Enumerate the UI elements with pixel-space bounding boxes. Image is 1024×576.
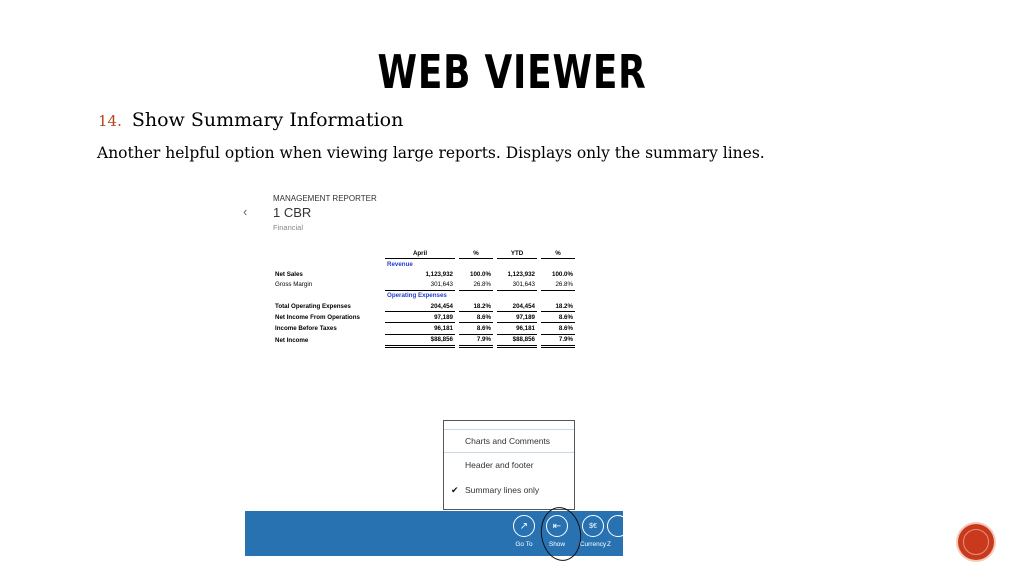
cell: 26.8% [541, 280, 575, 291]
slide-nav-button[interactable] [958, 524, 994, 560]
column-header: % [541, 248, 575, 259]
cell: 1,123,932 [425, 270, 453, 278]
table-row [273, 323, 575, 334]
menu-item-label: Header and footer [465, 460, 534, 470]
table-header-row [273, 248, 575, 259]
cell: 8.6% [541, 312, 575, 323]
zoom-icon [607, 515, 623, 537]
table-row [273, 301, 575, 312]
zoom-button[interactable] [607, 515, 623, 548]
step-text: Show Summary Information [131, 109, 404, 131]
show-dropdown-menu [443, 420, 575, 510]
report-app-name: MANAGEMENT REPORTER [273, 194, 377, 203]
table-row [273, 312, 575, 323]
section-row [273, 290, 575, 301]
checkmark-icon: ✔ [451, 485, 459, 495]
cell: 8.6% [459, 323, 493, 334]
cell: 204,454 [385, 301, 455, 312]
cell: $88,856 [385, 334, 455, 346]
row-label: Net Income From Operations [275, 313, 360, 321]
cell: 100.0% [470, 270, 491, 278]
cell: 8.6% [459, 312, 493, 323]
report-screenshot [243, 188, 583, 348]
cell: 97,189 [385, 312, 455, 323]
table-row [273, 280, 575, 291]
cell: 301,643 [385, 280, 455, 291]
cell: 97,189 [497, 312, 537, 323]
cell: 8.6% [541, 323, 575, 334]
table-row [273, 269, 575, 279]
nav-badge-ring [963, 529, 989, 555]
cell: 7.9% [541, 334, 575, 346]
show-panel-icon: ⇤ [546, 515, 568, 537]
menu-item-header-and-footer[interactable] [444, 454, 574, 476]
menu-item-label: Charts and Comments [465, 436, 551, 446]
section-row [273, 259, 575, 270]
button-label: Z [607, 541, 611, 548]
cell: 204,454 [497, 301, 537, 312]
section-label-revenue: Revenue [387, 260, 413, 268]
cell: 100.0% [552, 270, 573, 278]
row-label: Total Operating Expenses [275, 302, 351, 310]
step-heading [98, 109, 403, 131]
step-description: Another helpful option when viewing large reports. Displays only the summary lines. [97, 144, 765, 162]
cell: 18.2% [459, 301, 493, 312]
report-subtitle: Financial [273, 223, 304, 232]
menu-item-label: Summary lines only [465, 485, 540, 495]
cell: 96,181 [385, 323, 455, 334]
menu-item-charts-and-comments[interactable] [444, 429, 574, 453]
slide-title: WEB VIEWER [377, 45, 647, 99]
cell: 26.8% [459, 280, 493, 291]
cell: 96,181 [497, 323, 537, 334]
table-row [273, 334, 575, 346]
step-number: 14. [98, 112, 122, 130]
section-label-operating-expenses: Operating Expenses [387, 292, 447, 300]
column-header: YTD [497, 248, 537, 259]
row-label: Income Before Taxes [275, 324, 337, 332]
row-label: Gross Margin [275, 281, 313, 289]
cell: 1,123,932 [507, 270, 535, 278]
currency-icon: $€ [582, 515, 604, 537]
button-label: Show [548, 541, 566, 548]
financial-table [273, 248, 575, 348]
cell: 301,643 [497, 280, 537, 291]
button-label: Go To [515, 541, 533, 548]
cell: 7.9% [459, 334, 493, 346]
back-icon[interactable]: ‹ [243, 204, 248, 219]
cell: 18.2% [541, 301, 575, 312]
menu-item-summary-lines-only[interactable] [444, 479, 574, 501]
button-label: Currency [579, 541, 607, 548]
report-title: 1 CBR [273, 205, 312, 220]
column-header: April [385, 248, 455, 259]
column-header: % [459, 248, 493, 259]
cell: $88,856 [497, 334, 537, 346]
row-label: Net Income [275, 336, 309, 344]
arrow-up-right-icon: ↗ [513, 515, 535, 537]
row-label: Net Sales [275, 270, 303, 278]
